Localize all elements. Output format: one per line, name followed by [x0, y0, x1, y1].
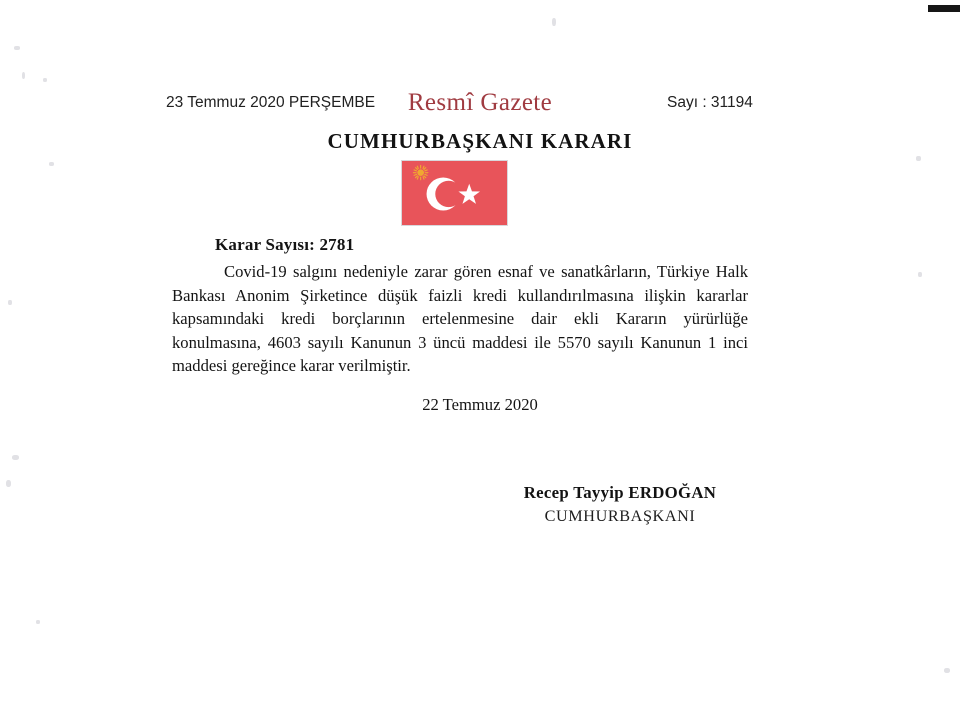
masthead-title: Resmî Gazete [407, 89, 553, 116]
scan-speckle [49, 162, 54, 166]
page-title: CUMHURBAŞKANI KARARI [327, 129, 633, 153]
turkish-flag-icon [401, 160, 508, 226]
scan-speckle [8, 300, 12, 305]
signature-block [440, 482, 800, 527]
scan-edge-artifact [928, 5, 960, 12]
scan-speckle [552, 18, 556, 26]
scan-speckle [944, 668, 950, 673]
masthead [0, 89, 960, 118]
scan-speckle [918, 272, 922, 277]
scan-speckle [14, 46, 20, 50]
masthead-issue-number: Sayı : 31194 [667, 94, 753, 111]
decision-number: Karar Sayısı: 2781 [215, 235, 355, 254]
signatory-title: CUMHURBAŞKANI [544, 507, 696, 525]
sunburst-icon [413, 165, 428, 179]
scan-speckle [916, 156, 921, 161]
masthead-date: 23 Temmuz 2020 PERŞEMBE [166, 94, 376, 111]
turkish-flag-graphic [402, 161, 507, 225]
scan-speckle [43, 78, 47, 82]
signature-date: 22 Temmuz 2020 [422, 395, 538, 414]
body-paragraph: Covid-19 salgını nedeniyle zarar gören esnaf ve sanatkârların, Türkiye Halk Bankası Anonim Şirketince düşük faizli kredi kullandırılmasına ilişkin kararlar kapsamındaki kredi borçlarının ertelenmesine dair ekli Kararın yürürlüğe konulmasına, 4603 sayılı Kanunun 3 üncü maddesi ile 5570 sayılı Kanunun 1 inci maddesi gereğince karar verilmiştir. [172, 262, 748, 375]
scan-speckle [22, 72, 25, 79]
scan-speckle [12, 455, 19, 460]
scan-speckle [6, 480, 11, 487]
scan-speckle [36, 620, 40, 624]
signatory-name: Recep Tayyip ERDOĞAN [523, 483, 717, 502]
